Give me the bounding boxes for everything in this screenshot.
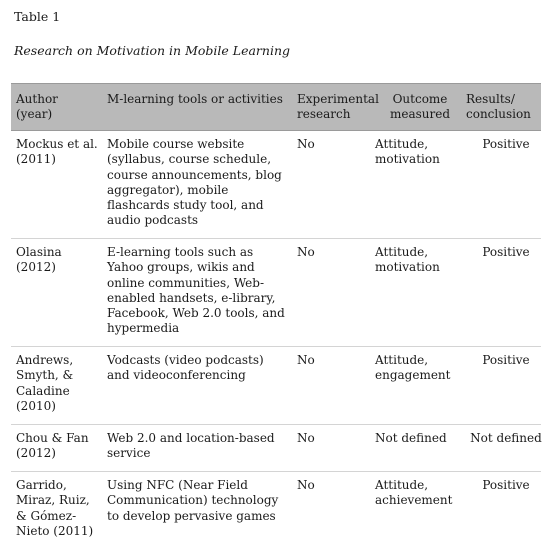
cell-author: Mockus et al. (2011) [16, 137, 98, 167]
table-label: Table 1 [14, 9, 61, 24]
cell-tools: Using NFC (Near Field Communication) technology to develop pervasive games [107, 478, 279, 523]
cell-results: Positive [482, 137, 530, 151]
table-header [11, 83, 541, 131]
motivation-table [11, 83, 541, 542]
cell-tools: Mobile course website (syllabus, course schedule, course announcements, blog aggregator), mobile flashcards study tool, and audio podcasts [107, 137, 282, 228]
cell-author: Andrews, Smyth, & Caladine (2010) [16, 353, 74, 413]
header-experimental: Experimental research [297, 92, 379, 121]
cell-author: Olasina (2012) [16, 245, 62, 275]
cell-tools: Web 2.0 and location-based service [107, 431, 275, 461]
table-row [11, 425, 541, 472]
cell-tools: E-learning tools such as Yahoo groups, wikis and online communities, Web- enabled handsets, e-library, Facebook, Web 2.0 tools, and hypermedia [107, 245, 285, 336]
cell-results: Positive [482, 478, 530, 492]
cell-results: Positive [482, 353, 530, 367]
cell-author: Chou & Fan (2012) [16, 431, 89, 461]
cell-outcome: Attitude, achievement [375, 478, 453, 508]
cell-experimental: No [297, 353, 315, 367]
cell-outcome: Not defined [375, 431, 447, 445]
header-author: Author (year) [16, 92, 58, 121]
header-outcome: Outcome measured [389, 92, 451, 121]
cell-outcome: Attitude, engagement [375, 353, 451, 383]
table-title: Research on Motivation in Mobile Learning [14, 43, 290, 58]
header-tools: M-learning tools or activities [107, 92, 283, 106]
cell-experimental: No [297, 478, 315, 492]
table-row [11, 239, 541, 347]
cell-results: Positive [482, 245, 530, 259]
table-row [11, 472, 541, 542]
cell-author: Garrido, Miraz, Ruiz, & Gómez- Nieto (2011) [16, 478, 94, 538]
cell-tools: Vodcasts (video podcasts) and videoconferencing [107, 353, 264, 383]
header-results: Results/ conclusion [466, 92, 531, 121]
table-row [11, 131, 541, 239]
cell-results: Not defined [470, 431, 542, 445]
cell-experimental: No [297, 431, 315, 445]
table-row [11, 347, 541, 425]
cell-outcome: Attitude, motivation [375, 245, 440, 275]
cell-outcome: Attitude, motivation [375, 137, 440, 167]
cell-experimental: No [297, 137, 315, 151]
cell-experimental: No [297, 245, 315, 259]
